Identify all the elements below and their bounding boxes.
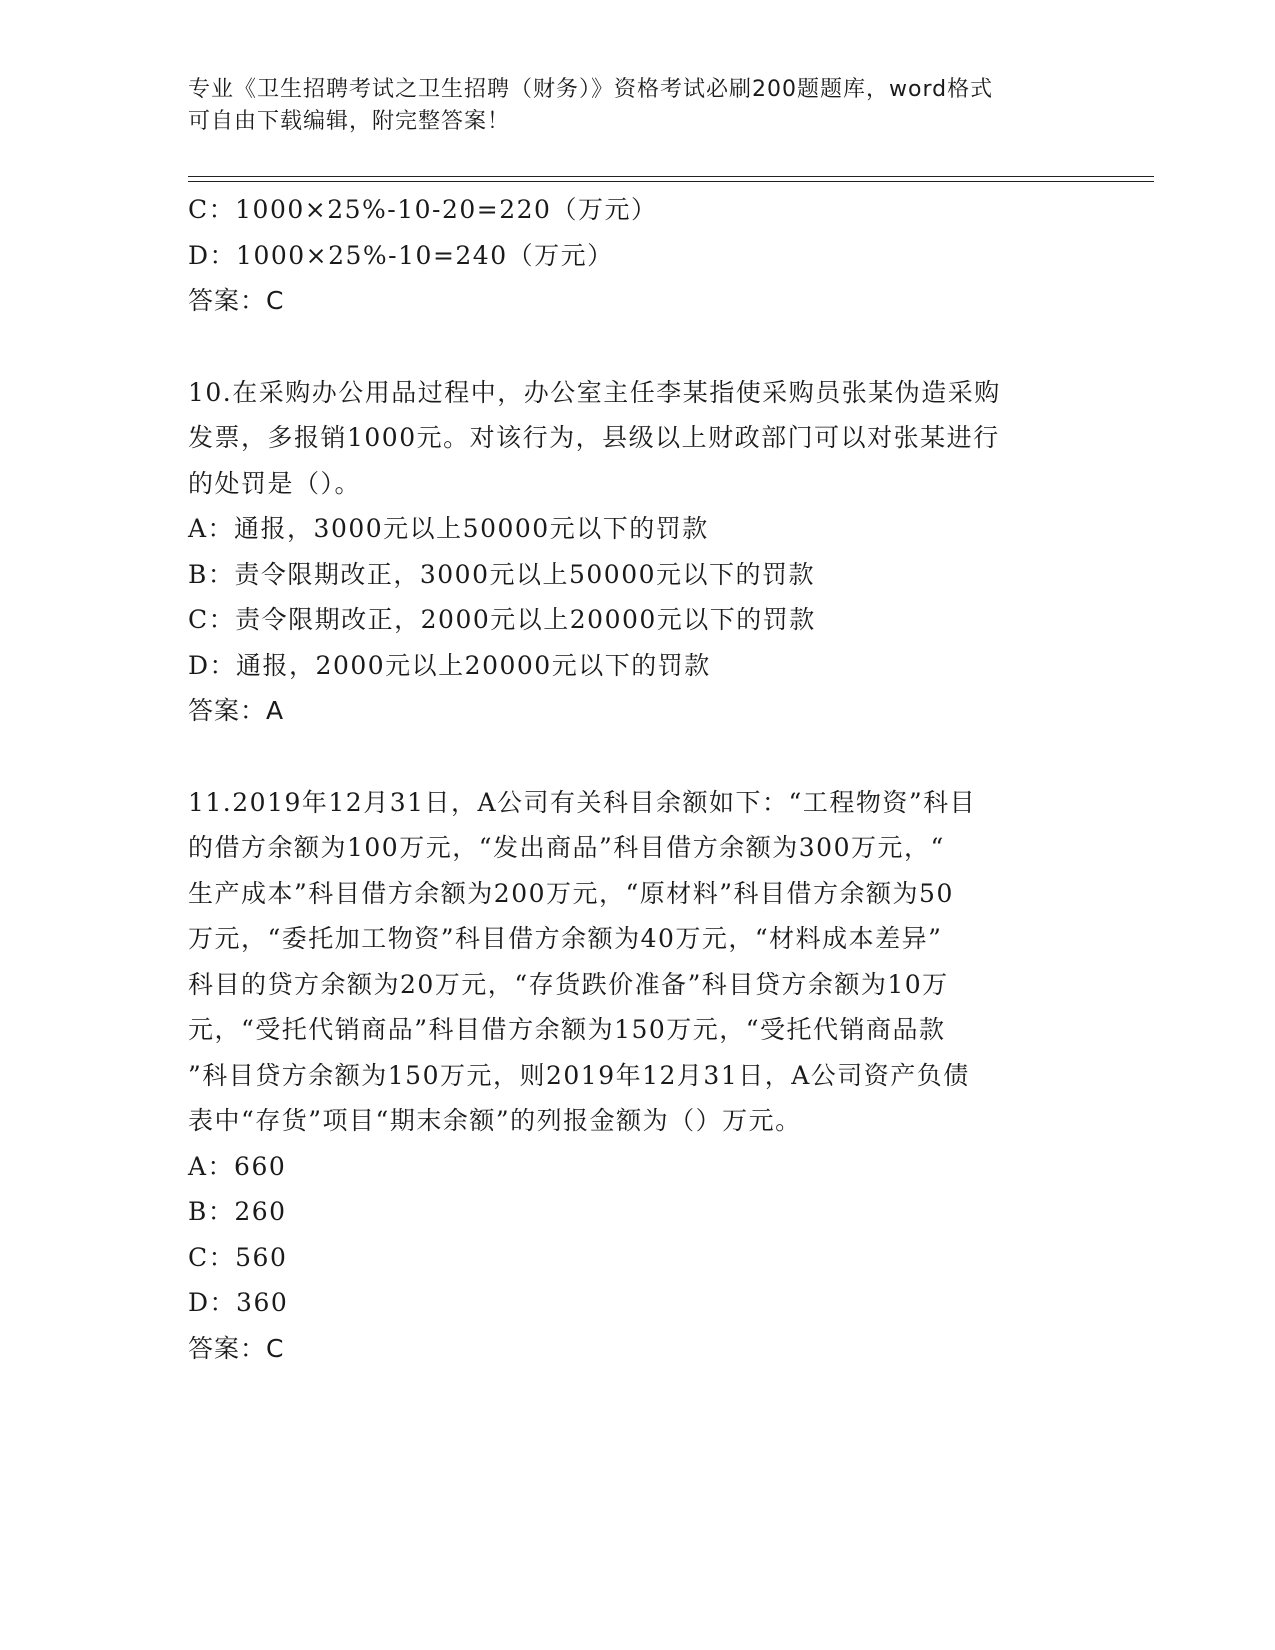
answer: 答案：C xyxy=(188,1333,285,1363)
option-d: D：通报，2000元以上20000元以下的罚款 xyxy=(188,650,711,680)
option-c: C：1000×25%-10-20=220（万元） xyxy=(188,195,658,224)
answer: 答案：A xyxy=(188,696,285,725)
question-10 xyxy=(188,370,1068,734)
question-text-line: ”科目贷方余额为150万元，则2019年12月31日，A公司资产负债 xyxy=(188,1060,970,1090)
question-text-line: 11.2019年12月31日，A公司有关科目余额如下：“工程物资”科目 xyxy=(188,787,977,817)
option-a: A：660 xyxy=(188,1151,287,1181)
option-c: C：560 xyxy=(188,1242,288,1272)
question-text-line: 发票，多报销1000元。对该行为，县级以上财政部门可以对张某进行 xyxy=(188,423,1000,452)
document-body xyxy=(188,187,1068,1371)
header-divider-bottom xyxy=(188,181,1154,182)
option-b: B：责令限期改正，3000元以上50000元以下的罚款 xyxy=(188,559,816,589)
option-c: C：责令限期改正，2000元以上20000元以下的罚款 xyxy=(188,605,816,634)
question-text-line: 元，“受托代销商品”科目借方余额为150万元，“受托代销商品款 xyxy=(188,1015,946,1044)
question-text-line: 的借方余额为100万元，“发出商品”科目借方余额为300万元，“ xyxy=(188,833,945,862)
question-text-line: 生产成本”科目借方余额为200万元，“原材料”科目借方余额为50 xyxy=(188,878,954,908)
answer: 答案：C xyxy=(188,286,285,315)
question-text-line: 表中“存货”项目“期末余额”的列报金额为（）万元。 xyxy=(188,1106,802,1135)
question-text-line: 10.在采购办公用品过程中，办公室主任李某指使采购员张某伪造采购 xyxy=(188,377,1001,407)
header-line-1: 专业《卫生招聘考试之卫生招聘（财务）》资格考试必刷200题题库，word格式 xyxy=(188,77,994,102)
header-divider-top xyxy=(188,176,1154,177)
question-text-line: 的处罚是（）。 xyxy=(188,468,362,498)
question-text-line: 万元，“委托加工物资”科目借方余额为40万元，“材料成本差异” xyxy=(188,924,943,953)
document-header xyxy=(188,74,1068,138)
spacer xyxy=(188,324,1068,370)
option-d: D：360 xyxy=(188,1288,289,1317)
option-a: A：通报，3000元以上50000元以下的罚款 xyxy=(188,514,709,543)
question-9-continued xyxy=(188,187,1068,324)
option-d: D：1000×25%-10=240（万元） xyxy=(188,240,614,270)
header-line-2: 可自由下载编辑，附完整答案！ xyxy=(188,109,511,134)
question-11 xyxy=(188,780,1068,1372)
spacer xyxy=(188,734,1068,780)
question-text-line: 科目的贷方余额为20万元，“存货跌价准备”科目贷方余额为10万 xyxy=(188,969,949,999)
option-b: B：260 xyxy=(188,1197,287,1226)
